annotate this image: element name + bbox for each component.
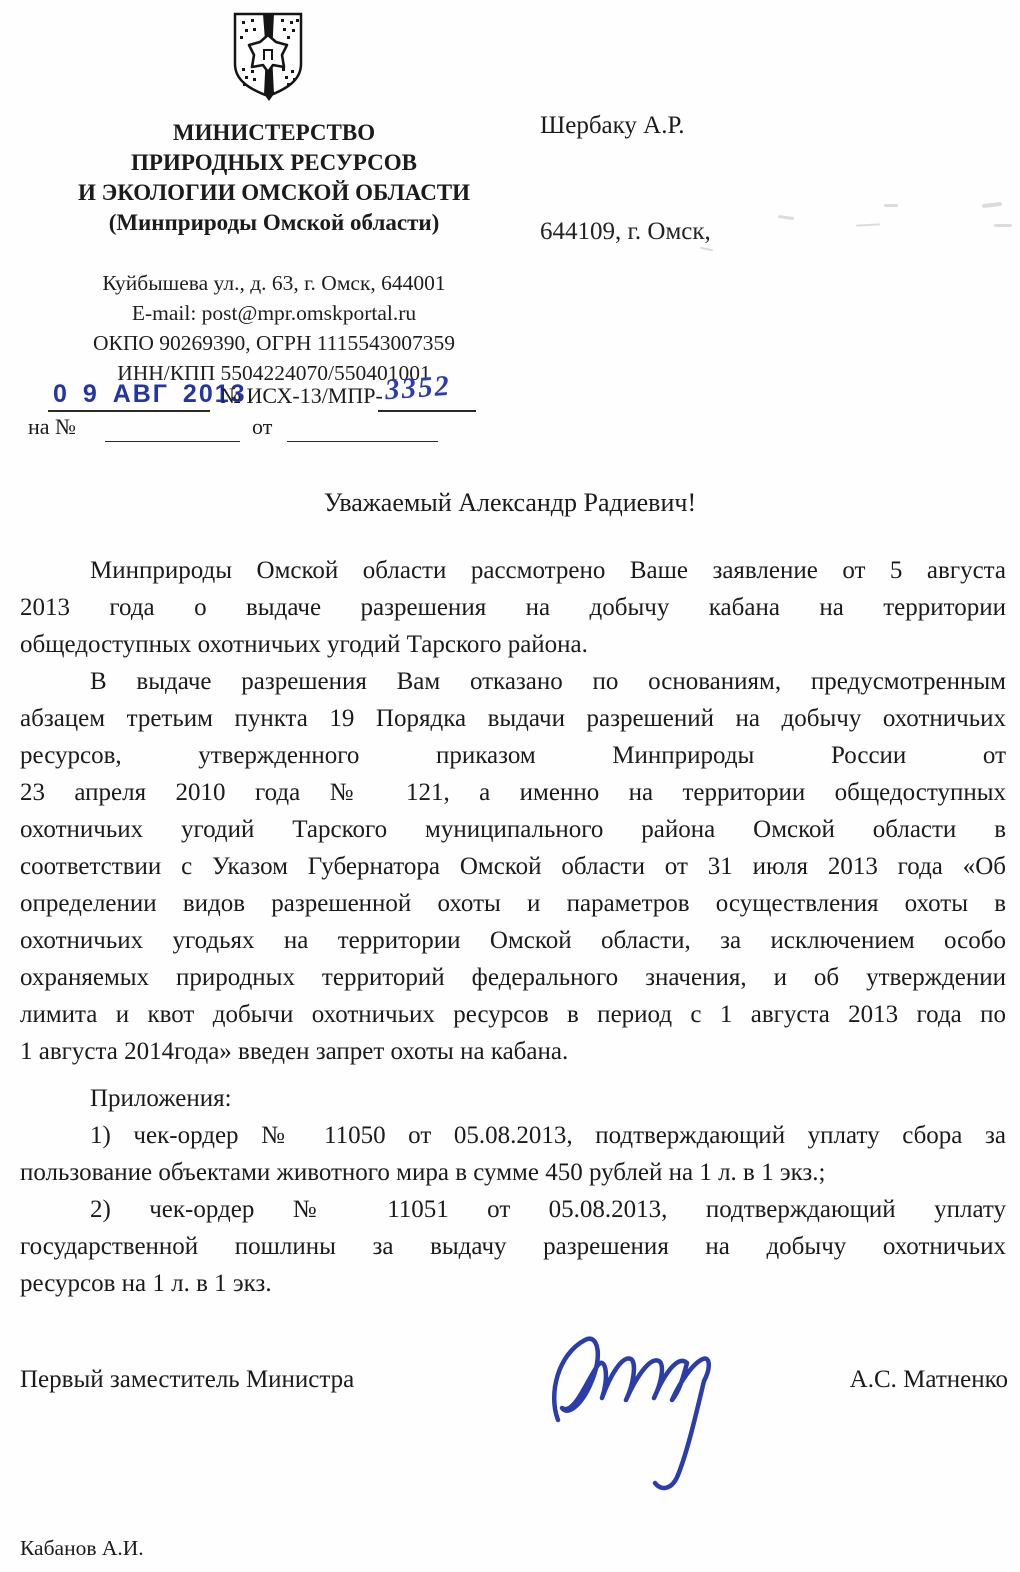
scan-artifact [778, 215, 794, 220]
scan-artifact [994, 224, 1012, 227]
underline [48, 410, 210, 412]
ministry-line: И ЭКОЛОГИИ ОМСКОЙ ОБЛАСТИ [77, 180, 471, 205]
ref-na-label: на № [28, 414, 77, 439]
underline [287, 441, 438, 442]
text-line: ресурсов, утвержденного приказом Минприроды России от [20, 742, 1006, 769]
executor-name: Кабанов А.И. [20, 1536, 144, 1560]
salutation: Уважаемый Александр Радиевич! [323, 488, 697, 517]
text-line: охотничьих угодьях на территории Омской области, за исключением особо [20, 927, 1006, 954]
text-line: определении видов разрешенной охоты и параметров осуществления охоты в [20, 890, 1006, 917]
text-line: 1) чек-ордер № 11050 от 05.08.2013, подтверждающий уплату сбора за [90, 1122, 1006, 1149]
text-line: абзацем третьим пункта 19 Порядка выдачи разрешений на добычу охотничьих [20, 705, 1006, 732]
ministry-name-block [28, 118, 520, 238]
text-line: охраняемых природных территорий федерального значения, и об утверждении [20, 964, 1006, 991]
text-line: охотничьих угодий Тарского муниципального района Омской области в [20, 816, 1006, 843]
address-line: ИНН/КПП 5504224070/550401001 [117, 361, 431, 385]
recipient-address: 644109, г. Омск, [540, 218, 711, 245]
attachments-title: Приложения: [90, 1085, 232, 1112]
scan-artifact [884, 204, 898, 207]
outgoing-number-handwritten: 3352 [383, 369, 453, 407]
address-line: E-mail: post@mpr.omskportal.ru [131, 301, 417, 325]
date-stamp: 0 9 АВГ 2013 [53, 380, 247, 408]
text-line: Минприроды Омской области рассмотрено Ваше заявление от 5 августа [90, 557, 1006, 584]
text-line: 2) чек-ордер № 11051 от 05.08.2013, подтверждающий уплату [90, 1196, 1006, 1223]
omsk-coat-of-arms-icon [230, 10, 306, 102]
text-line: 1 августа 2014года» введен запрет охоты на кабана. [20, 1038, 569, 1065]
text-line: государственной пошлины за выдачу разрешения на добычу охотничьих [20, 1233, 1006, 1260]
signoff-row [20, 1366, 1008, 1394]
text-line: соответствии с Указом Губернатора Омской области от 31 июля 2013 года «Об [20, 853, 1006, 880]
body-paragraph [20, 1191, 1006, 1302]
text-line: В выдаче разрешения Вам отказано по основаниям, предусмотренным [90, 668, 1006, 695]
signer-name: А.С. Матненко [849, 1366, 1008, 1393]
address-line: Куйбышева ул., д. 63, г. Омск, 644001 [102, 271, 446, 295]
attachments-list [20, 1117, 1006, 1302]
ref-ot-label: от [252, 414, 273, 439]
recipient-name: Шербаку А.Р. [540, 112, 685, 139]
address-line: ОКПО 90269390, ОГРН 1115543007359 [92, 331, 455, 355]
body-paragraph [20, 1117, 1006, 1191]
text-line: лимита и квот добычи охотничьих ресурсов в период с 1 августа 2013 года по [20, 1001, 1006, 1028]
scan-artifact [856, 223, 880, 226]
reference-number-row [28, 414, 498, 448]
text-line: 23 апреля 2010 года № 121, а именно на территории общедоступных [20, 779, 1006, 806]
body-paragraphs [20, 552, 1006, 1070]
signature-ink [530, 1298, 740, 1543]
underline [105, 441, 240, 442]
underline [378, 410, 476, 412]
ministry-line: (Минприроды Омской области) [108, 210, 440, 235]
ministry-line: МИНИСТЕРСТВО [172, 120, 376, 145]
text-line: 2013 года о выдаче разрешения на добычу кабана на территории [20, 594, 1006, 621]
text-line: ресурсов на 1 л. в 1 экз. [20, 1270, 272, 1297]
scan-artifact [700, 247, 713, 252]
text-line: пользование объектами животного мира в сумме 450 рублей на 1 л. в 1 экз.; [20, 1159, 826, 1186]
outgoing-number-prefix: № ИСХ-13/МПР- [220, 383, 383, 408]
body-paragraph [20, 552, 1006, 663]
text-line: общедоступных охотничьих угодий Тарского района. [20, 631, 588, 658]
signer-position-title: Первый заместитель Министра [20, 1366, 355, 1393]
body-paragraph [20, 663, 1006, 1070]
ministry-line: ПРИРОДНЫХ РЕСУРСОВ [131, 150, 417, 175]
letter-body [20, 552, 1006, 1302]
scan-artifact [982, 202, 1002, 208]
